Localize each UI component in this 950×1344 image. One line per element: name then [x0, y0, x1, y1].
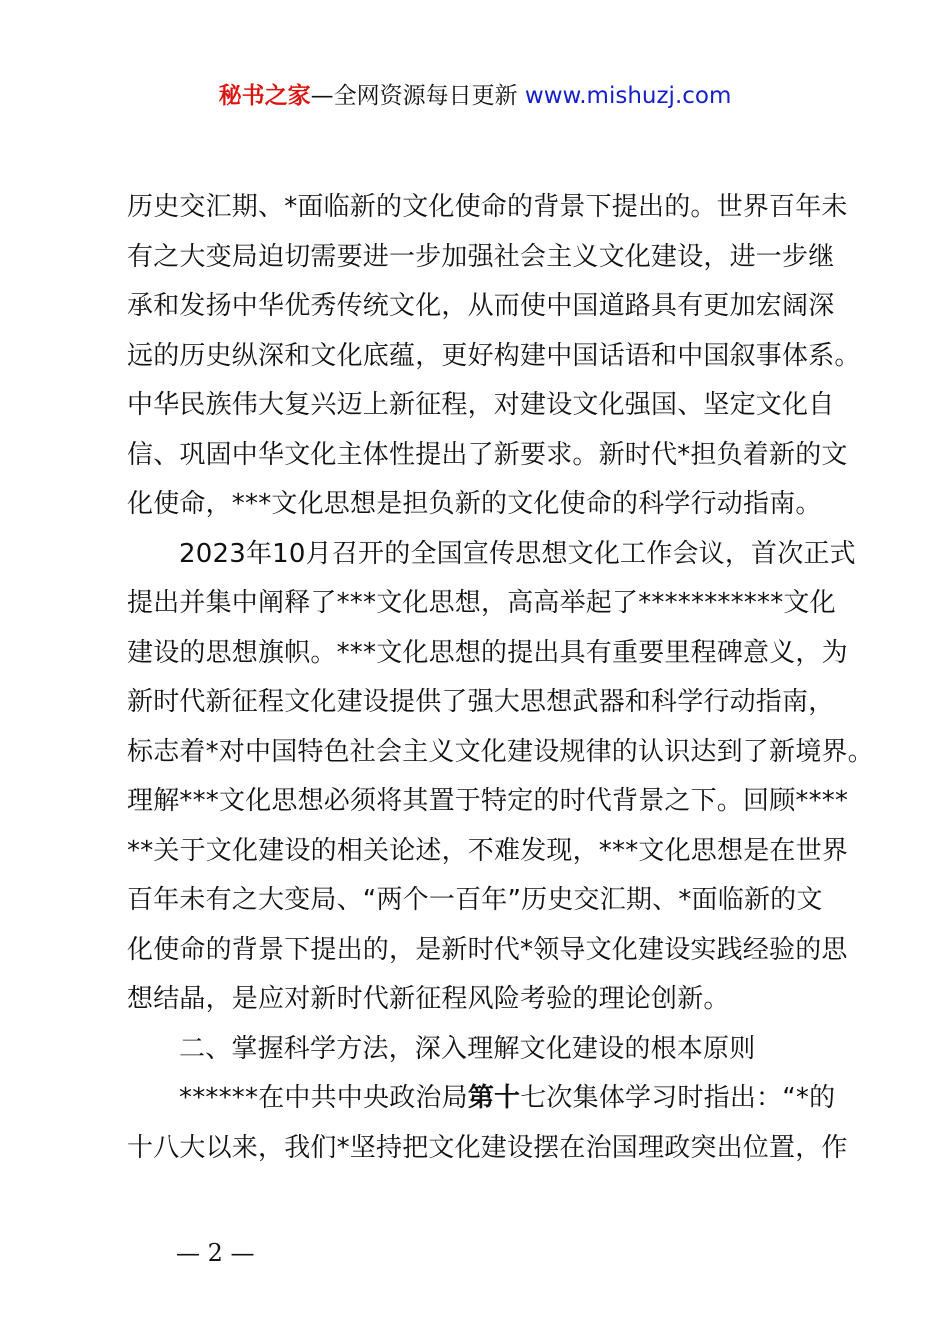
- text-line: 化使命的背景下提出的，是新时代*领导文化建设实践经验的思: [127, 934, 848, 965]
- text-line: 标志着*对中国特色社会主义文化建设规律的认识达到了新境界。: [127, 736, 874, 767]
- text-line: 承和发扬中华优秀传统文化，从而使中国道路具有更加宏阔深: [127, 291, 835, 321]
- text-line: 百年未有之大变局、“两个一百年”历史交汇期、*面临新的文: [127, 885, 823, 915]
- site-tagline: —全网资源每日更新: [310, 83, 518, 109]
- text-line: 远的历史纵深和文化底蕴，更好构建中国话语和中国叙事体系。: [127, 340, 861, 371]
- text-line: 历史交汇期、*面临新的文化使命的背景下提出的。世界百年未: [127, 192, 848, 222]
- page-number: — 2 —: [176, 1239, 255, 1267]
- text-segment: 七次集体学习时指出：“*的: [520, 1083, 836, 1113]
- text-line: 2023年10月召开的全国宣传思想文化工作会议，首次正式: [179, 538, 856, 569]
- text-line: 提出并集中阐释了***文化思想，高高举起了***********文化: [127, 588, 836, 618]
- text-line: 理解***文化思想必须将其置于特定的时代背景之下。回顾****: [127, 786, 849, 816]
- text-line: 中华民族伟大复兴迈上新征程，对建设文化强国、坚定文化自: [127, 390, 835, 420]
- text-line: 有之大变局迫切需要进一步加强社会主义文化建设，进一步继: [127, 241, 835, 272]
- text-line: 想结晶，是应对新时代新征程风险考验的理论创新。: [127, 984, 730, 1014]
- text-line: 信、巩固中华文化主体性提出了新要求。新时代*担负着新的文: [127, 439, 848, 470]
- site-brand: 秘书之家: [218, 83, 311, 109]
- bold-text-segment: 第十: [467, 1083, 521, 1113]
- text-line: 新时代新征程文化建设提供了强大思想武器和科学行动指南，: [127, 687, 835, 717]
- site-header: [0, 80, 950, 112]
- text-line: **关于文化建设的相关论述，不难发现，***文化思想是在世界: [127, 835, 849, 866]
- text-line: [127, 1074, 836, 1124]
- text-line: 化使命，***文化思想是担负新的文化使命的科学行动指南。: [127, 489, 822, 519]
- text-line: 十八大以来，我们*坚持把文化建设摆在治国理政突出位置，作: [127, 1132, 848, 1163]
- site-url-link[interactable]: www.mishuzj.com: [524, 83, 732, 109]
- section-heading: 二、掌握科学方法，深入理解文化建设的根本原则: [179, 1033, 756, 1064]
- text-segment: ******在中共中央政治局: [179, 1083, 468, 1113]
- text-line: 建设的思想旗帜。***文化思想的提出具有重要里程碑意义，为: [127, 637, 848, 668]
- document-body: [127, 183, 874, 1173]
